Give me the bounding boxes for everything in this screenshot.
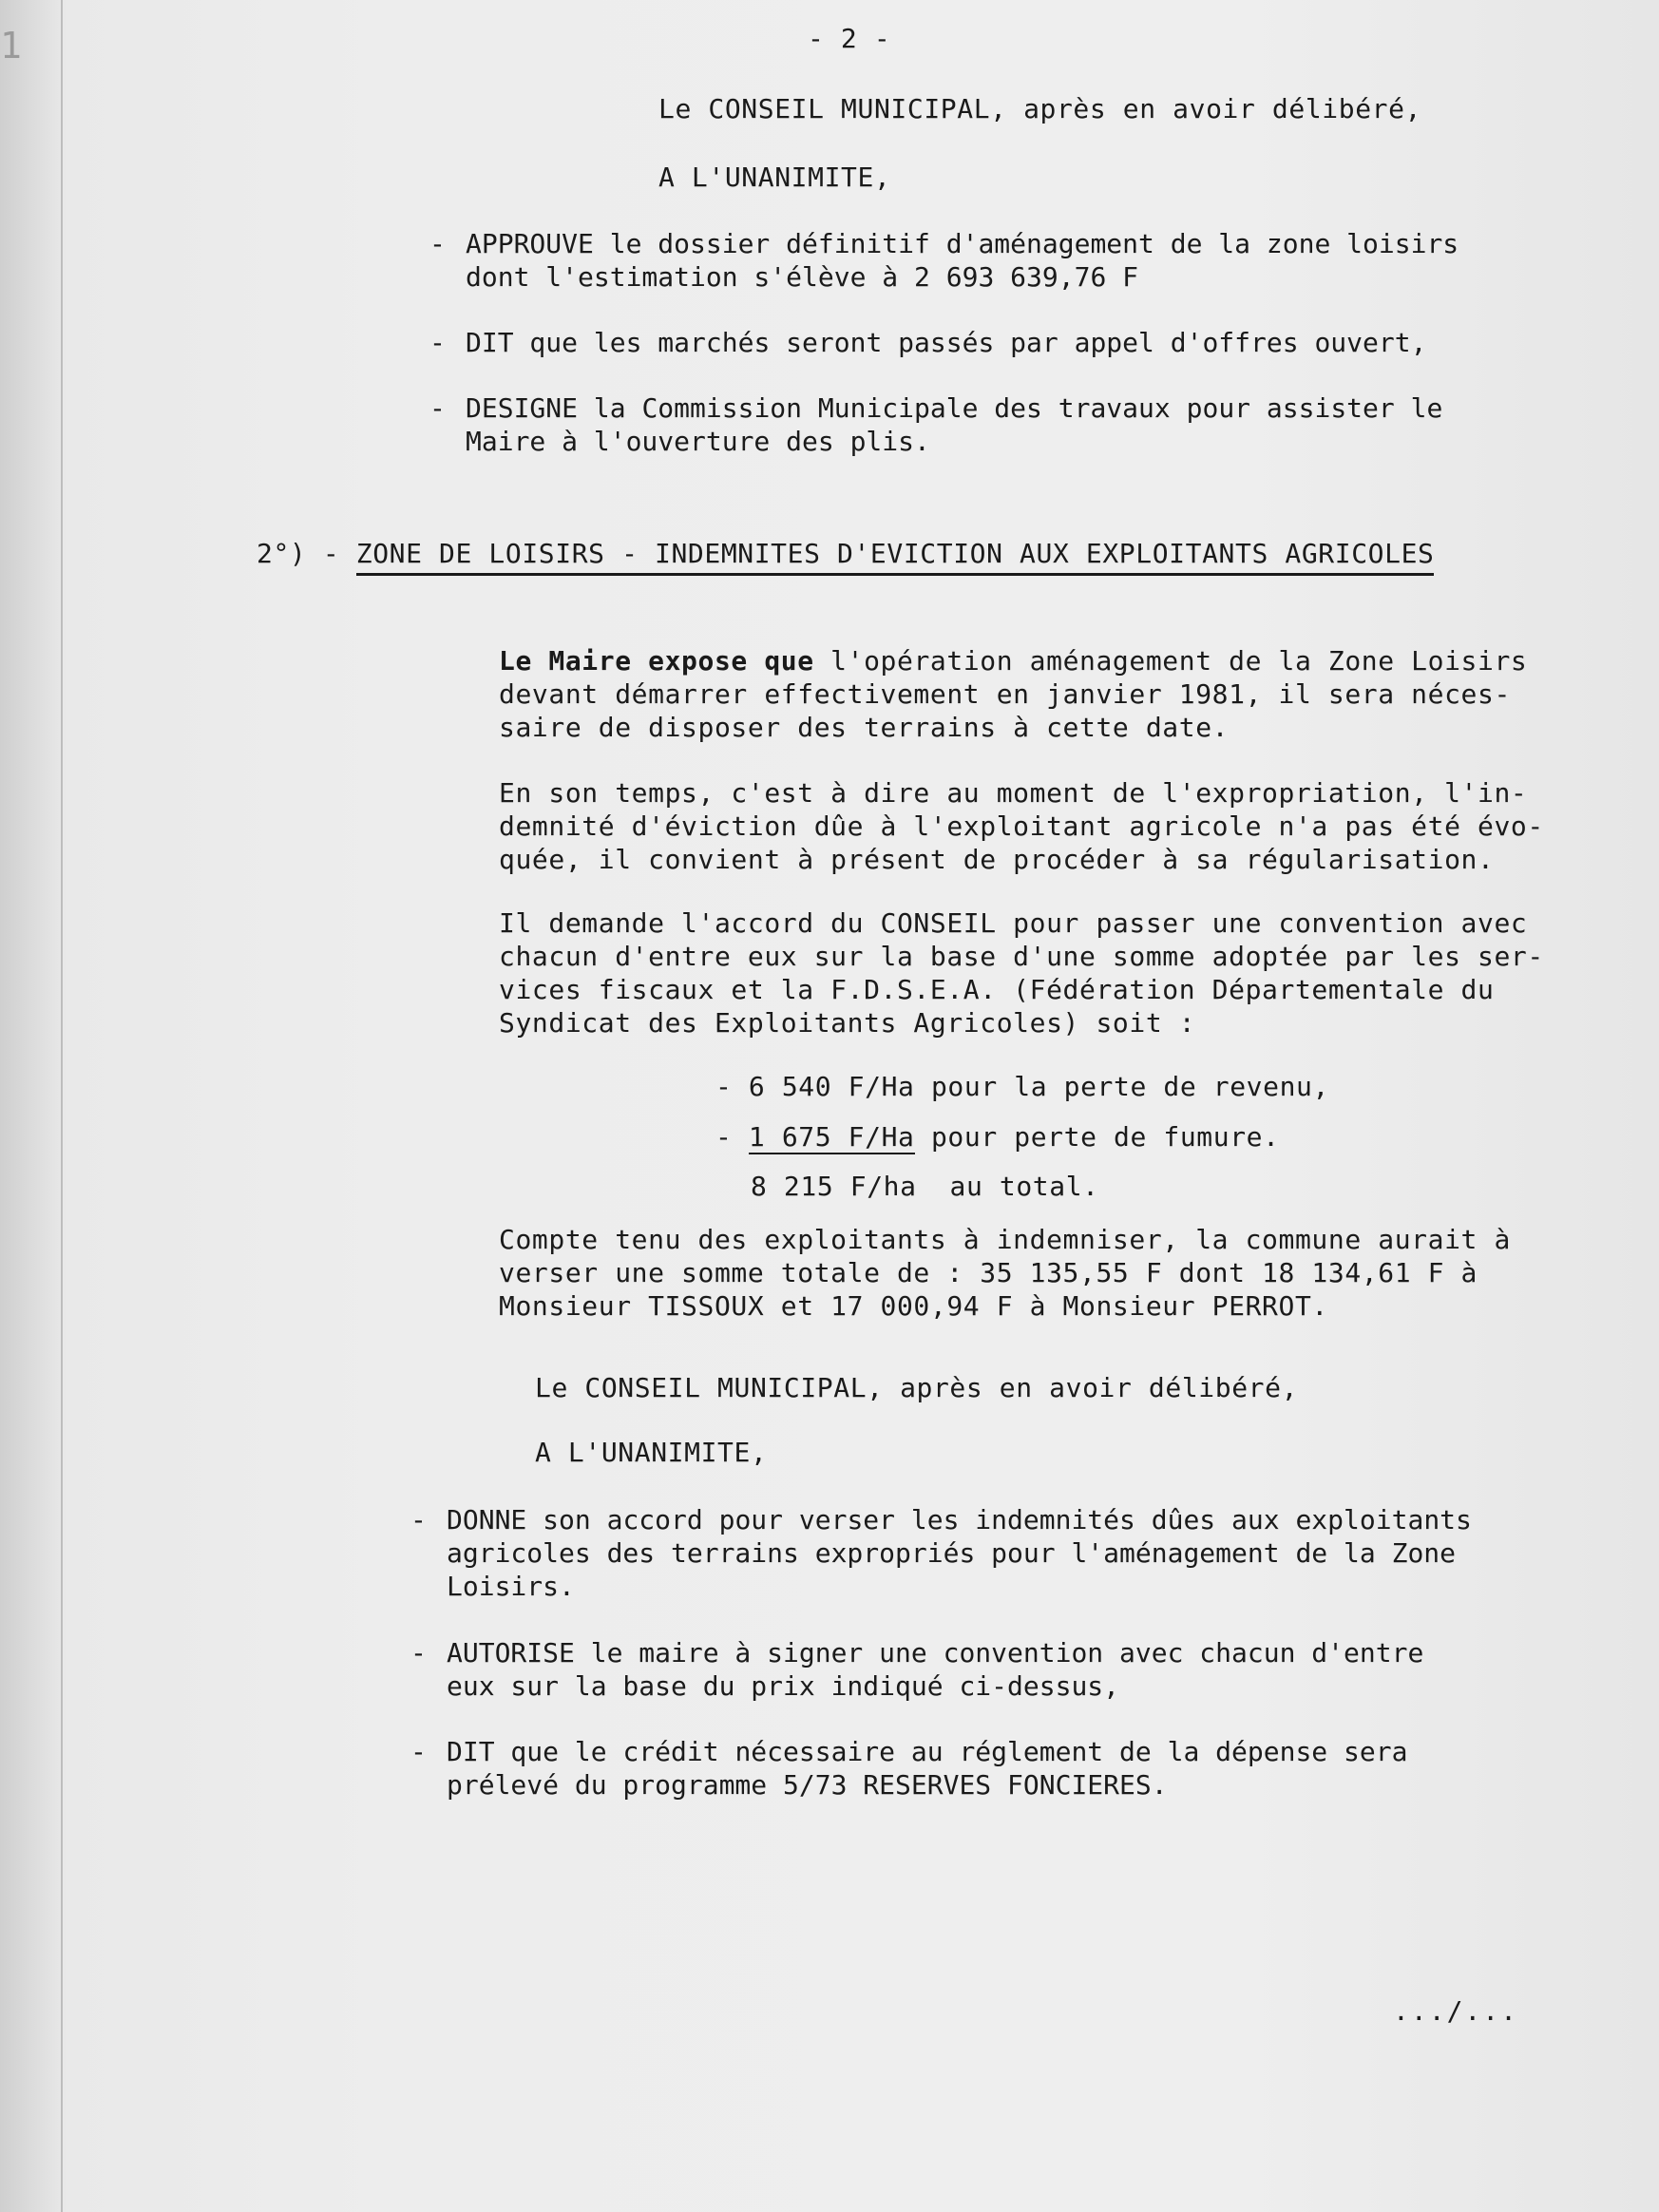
continuation-mark: .../...: [1393, 1995, 1519, 2027]
decision-item: - DIT que le crédit nécessaire au réglement de la dépense sera prélevé du programme 5/73 RESERVES FONCIERES.: [410, 1736, 1408, 1801]
exposition-paragraph: [499, 644, 1527, 744]
decision-item: - DESIGNE la Commission Municipale des travaux pour assister le Maire à l'ouverture des plis.: [429, 392, 1443, 457]
binding-edge: [61, 0, 63, 2212]
decision-verb: DIT: [466, 327, 514, 358]
deliberation-1-intro: Le CONSEIL MUNICIPAL, après en avoir délibéré,: [658, 93, 1422, 124]
decision-text: le maire à signer une convention avec chacun d'entre eux sur la base du prix indiqué ci-dessus,: [447, 1637, 1424, 1702]
decision-item: - DONNE son accord pour verser les indemnités dûes aux exploitants agricoles des terrains expropriés pour l'aménagement de la Zone Loisirs.: [410, 1504, 1472, 1602]
rate-label: pour perte de fumure.: [914, 1121, 1280, 1153]
total-paragraph: Compte tenu des exploitants à indemniser, la commune aurait à verser une somme totale de : 35 135,55 F dont 18 134,61 F à Monsieur TISSOUX et 17 000,94 F à Monsieur PERROT.: [499, 1224, 1511, 1322]
decision-item: - AUTORISE le maire à signer une convention avec chacun d'entre eux sur la base du prix indiqué ci-dessus,: [410, 1637, 1424, 1702]
total-label: au total.: [916, 1171, 1099, 1202]
decision-text: la Commission Municipale des travaux pour assister le Maire à l'ouverture des plis.: [466, 392, 1443, 457]
page-number: - 2 -: [808, 23, 891, 54]
rate-amount: 6 540 F/Ha: [748, 1071, 915, 1102]
decision-text: son accord pour verser les indemnités dûes aux exploitants agricoles des terrains expropriés pour l'aménagement de la Zone Loisirs.: [447, 1504, 1472, 1602]
rate-line: - 6 540 F/Ha pour la perte de revenu,: [715, 1071, 1329, 1102]
section-title: ZONE DE LOISIRS - INDEMNITES D'EVICTION AUX EXPLOITANTS AGRICOLES: [356, 538, 1435, 576]
request-paragraph: Il demande l'accord du CONSEIL pour passer une convention avec chacun d'entre eux sur la base d'une somme adoptée par les ser- vices fiscaux et la F.D.S.E.A. (Fédération Départementale du Syndicat des Exploitants Agricoles) soit :: [499, 907, 1544, 1039]
decision-item: - DIT que les marchés seront passés par appel d'offres ouvert,: [429, 327, 1427, 358]
background-paragraph: En son temps, c'est à dire au moment de l'expropriation, l'in- demnité d'éviction dûe à l'exploitant agricole n'a pas été évo- quée, il convient à présent de procéder à sa régularisation.: [499, 777, 1544, 875]
decision-verb: AUTORISE: [447, 1637, 575, 1669]
total-amount: 8 215 F/ha: [751, 1171, 917, 1202]
section-heading: [257, 538, 1434, 570]
rate-total: [751, 1171, 1099, 1203]
rate-label: pour la perte de revenu,: [914, 1071, 1329, 1102]
decision-verb: APPROUVE: [466, 228, 594, 259]
decision-text: le dossier définitif d'aménagement de la zone loisirs dont l'estimation s'élève à 2 693 639,76 F: [466, 228, 1459, 293]
decision-text: que les marchés seront passés par appel d'offres ouvert,: [513, 327, 1427, 358]
decision-item: - APPROUVE le dossier définitif d'aménagement de la zone loisirs dont l'estimation s'élève à 2 693 639,76 F: [429, 228, 1459, 293]
deliberation-2-intro: Le CONSEIL MUNICIPAL, après en avoir délibéré,: [535, 1372, 1299, 1403]
deliberation-1-vote: A L'UNANIMITE,: [658, 162, 891, 193]
exposition-text: l'opération aménagement de la Zone Loisirs devant démarrer effectivement en janvier 1981, il sera néces- saire de disposer des terrains à cette date.: [499, 645, 1528, 743]
decision-text: que le crédit nécessaire au réglement de la dépense sera prélevé du programme 5/73 RESERVES FONCIERES.: [447, 1736, 1408, 1801]
decision-verb: DESIGNE: [466, 392, 579, 424]
margin-mark: 1: [0, 25, 24, 67]
rate-line: - 1 675 F/Ha pour perte de fumure.: [715, 1121, 1280, 1153]
decision-verb: DIT: [447, 1736, 495, 1767]
exposition-lead: Le Maire expose que: [499, 645, 814, 677]
section-number: 2°) -: [257, 538, 356, 569]
decision-verb: DONNE: [447, 1504, 527, 1535]
rate-amount: 1 675 F/Ha: [748, 1121, 915, 1153]
deliberation-2-vote: A L'UNANIMITE,: [535, 1437, 768, 1468]
